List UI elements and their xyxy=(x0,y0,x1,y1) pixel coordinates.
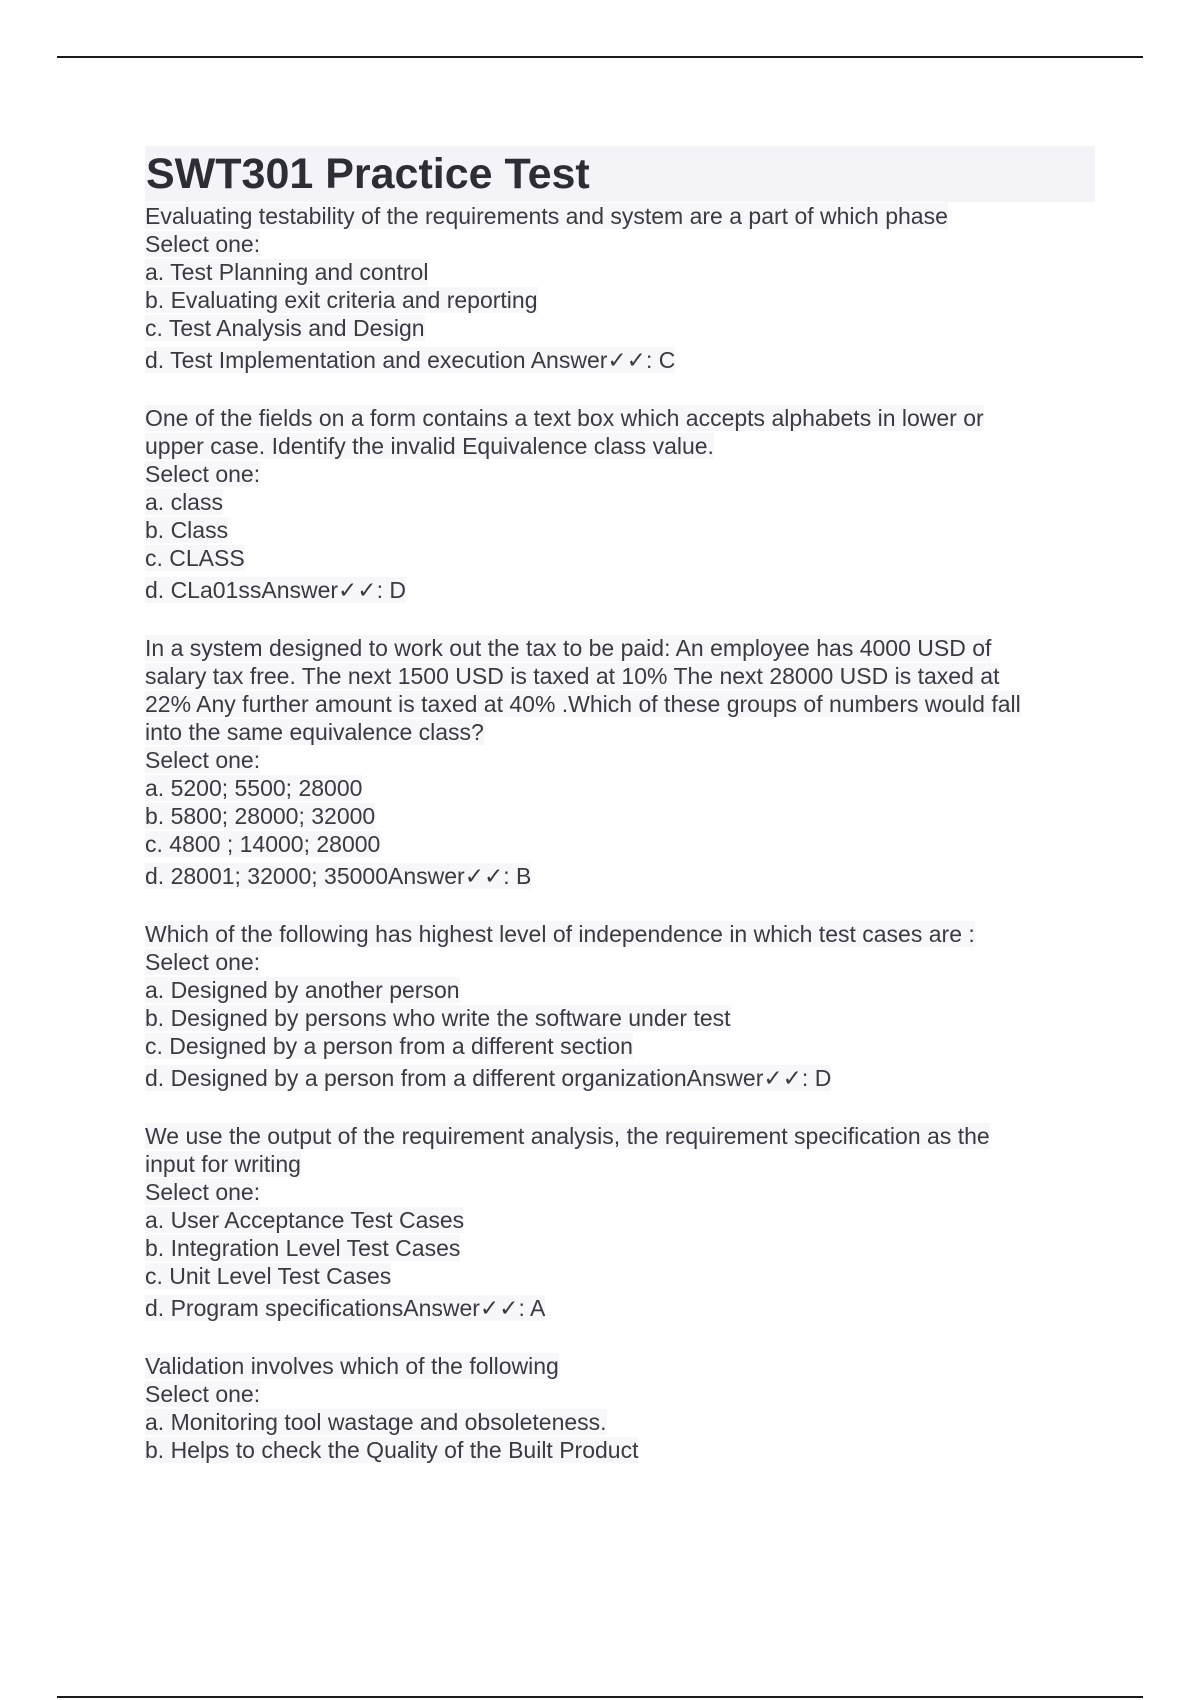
select-one-label: Select one: xyxy=(145,949,261,975)
option-a: a. Designed by another person xyxy=(145,977,460,1003)
option-b: b. Class xyxy=(145,517,229,543)
option-a: a. 5200; 5500; 28000 xyxy=(145,775,363,801)
question-text: 22% Any further amount is taxed at 40% .Which of these groups of numbers would fall xyxy=(145,691,1021,717)
question-text: Evaluating testability of the requirements and system are a part of which phase xyxy=(145,203,948,229)
question-text: We use the output of the requirement analysis, the requirement specification as the xyxy=(145,1123,990,1149)
question-text: upper case. Identify the invalid Equivalence class value. xyxy=(145,433,714,459)
document-body xyxy=(145,146,1095,1492)
option-c: c. Designed by a person from a different section xyxy=(145,1033,633,1059)
question-block xyxy=(145,404,1095,606)
option-b: b. Helps to check the Quality of the Built Product xyxy=(145,1437,639,1463)
option-c: c. Test Analysis and Design xyxy=(145,315,425,341)
option-d-with-answer: d. Designed by a person from a different organizationAnswer✓✓: D xyxy=(145,1065,832,1091)
option-a: a. User Acceptance Test Cases xyxy=(145,1207,465,1233)
option-b: b. 5800; 28000; 32000 xyxy=(145,803,376,829)
option-d-with-answer: d. Test Implementation and execution Answer✓✓: C xyxy=(145,347,676,373)
option-c: c. CLASS xyxy=(145,545,245,571)
question-text: One of the fields on a form contains a text box which accepts alphabets in lower or xyxy=(145,405,984,431)
select-one-label: Select one: xyxy=(145,1179,261,1205)
question-text: Validation involves which of the following xyxy=(145,1353,559,1379)
option-c: c. 4800 ; 14000; 28000 xyxy=(145,831,381,857)
option-d-with-answer: d. 28001; 32000; 35000Answer✓✓: B xyxy=(145,863,532,889)
option-b: b. Evaluating exit criteria and reporting xyxy=(145,287,538,313)
question-block xyxy=(145,1122,1095,1324)
option-d-with-answer: d. CLa01ssAnswer✓✓: D xyxy=(145,577,406,603)
option-b: b. Integration Level Test Cases xyxy=(145,1235,461,1261)
option-d-with-answer: d. Program specificationsAnswer✓✓: A xyxy=(145,1295,546,1321)
option-c: c. Unit Level Test Cases xyxy=(145,1263,392,1289)
question-block xyxy=(145,920,1095,1094)
question-block xyxy=(145,202,1095,376)
header-rule xyxy=(57,56,1143,58)
question-text: In a system designed to work out the tax to be paid: An employee has 4000 USD of xyxy=(145,635,992,661)
question-text: Which of the following has highest level of independence in which test cases are : xyxy=(145,921,975,947)
select-one-label: Select one: xyxy=(145,1381,261,1407)
question-block xyxy=(145,1352,1095,1464)
select-one-label: Select one: xyxy=(145,747,261,773)
document-title: SWT301 Practice Test xyxy=(145,146,1095,202)
option-a: a. Test Planning and control xyxy=(145,259,429,285)
option-b: b. Designed by persons who write the software under test xyxy=(145,1005,731,1031)
question-text: input for writing xyxy=(145,1151,301,1177)
footer-rule xyxy=(57,1696,1143,1698)
question-text: salary tax free. The next 1500 USD is taxed at 10% The next 28000 USD is taxed at xyxy=(145,663,1000,689)
select-one-label: Select one: xyxy=(145,231,261,257)
question-text: into the same equivalence class? xyxy=(145,719,484,745)
option-a: a. Monitoring tool wastage and obsoleteness. xyxy=(145,1409,607,1435)
option-a: a. class xyxy=(145,489,223,515)
question-block xyxy=(145,634,1095,892)
select-one-label: Select one: xyxy=(145,461,261,487)
